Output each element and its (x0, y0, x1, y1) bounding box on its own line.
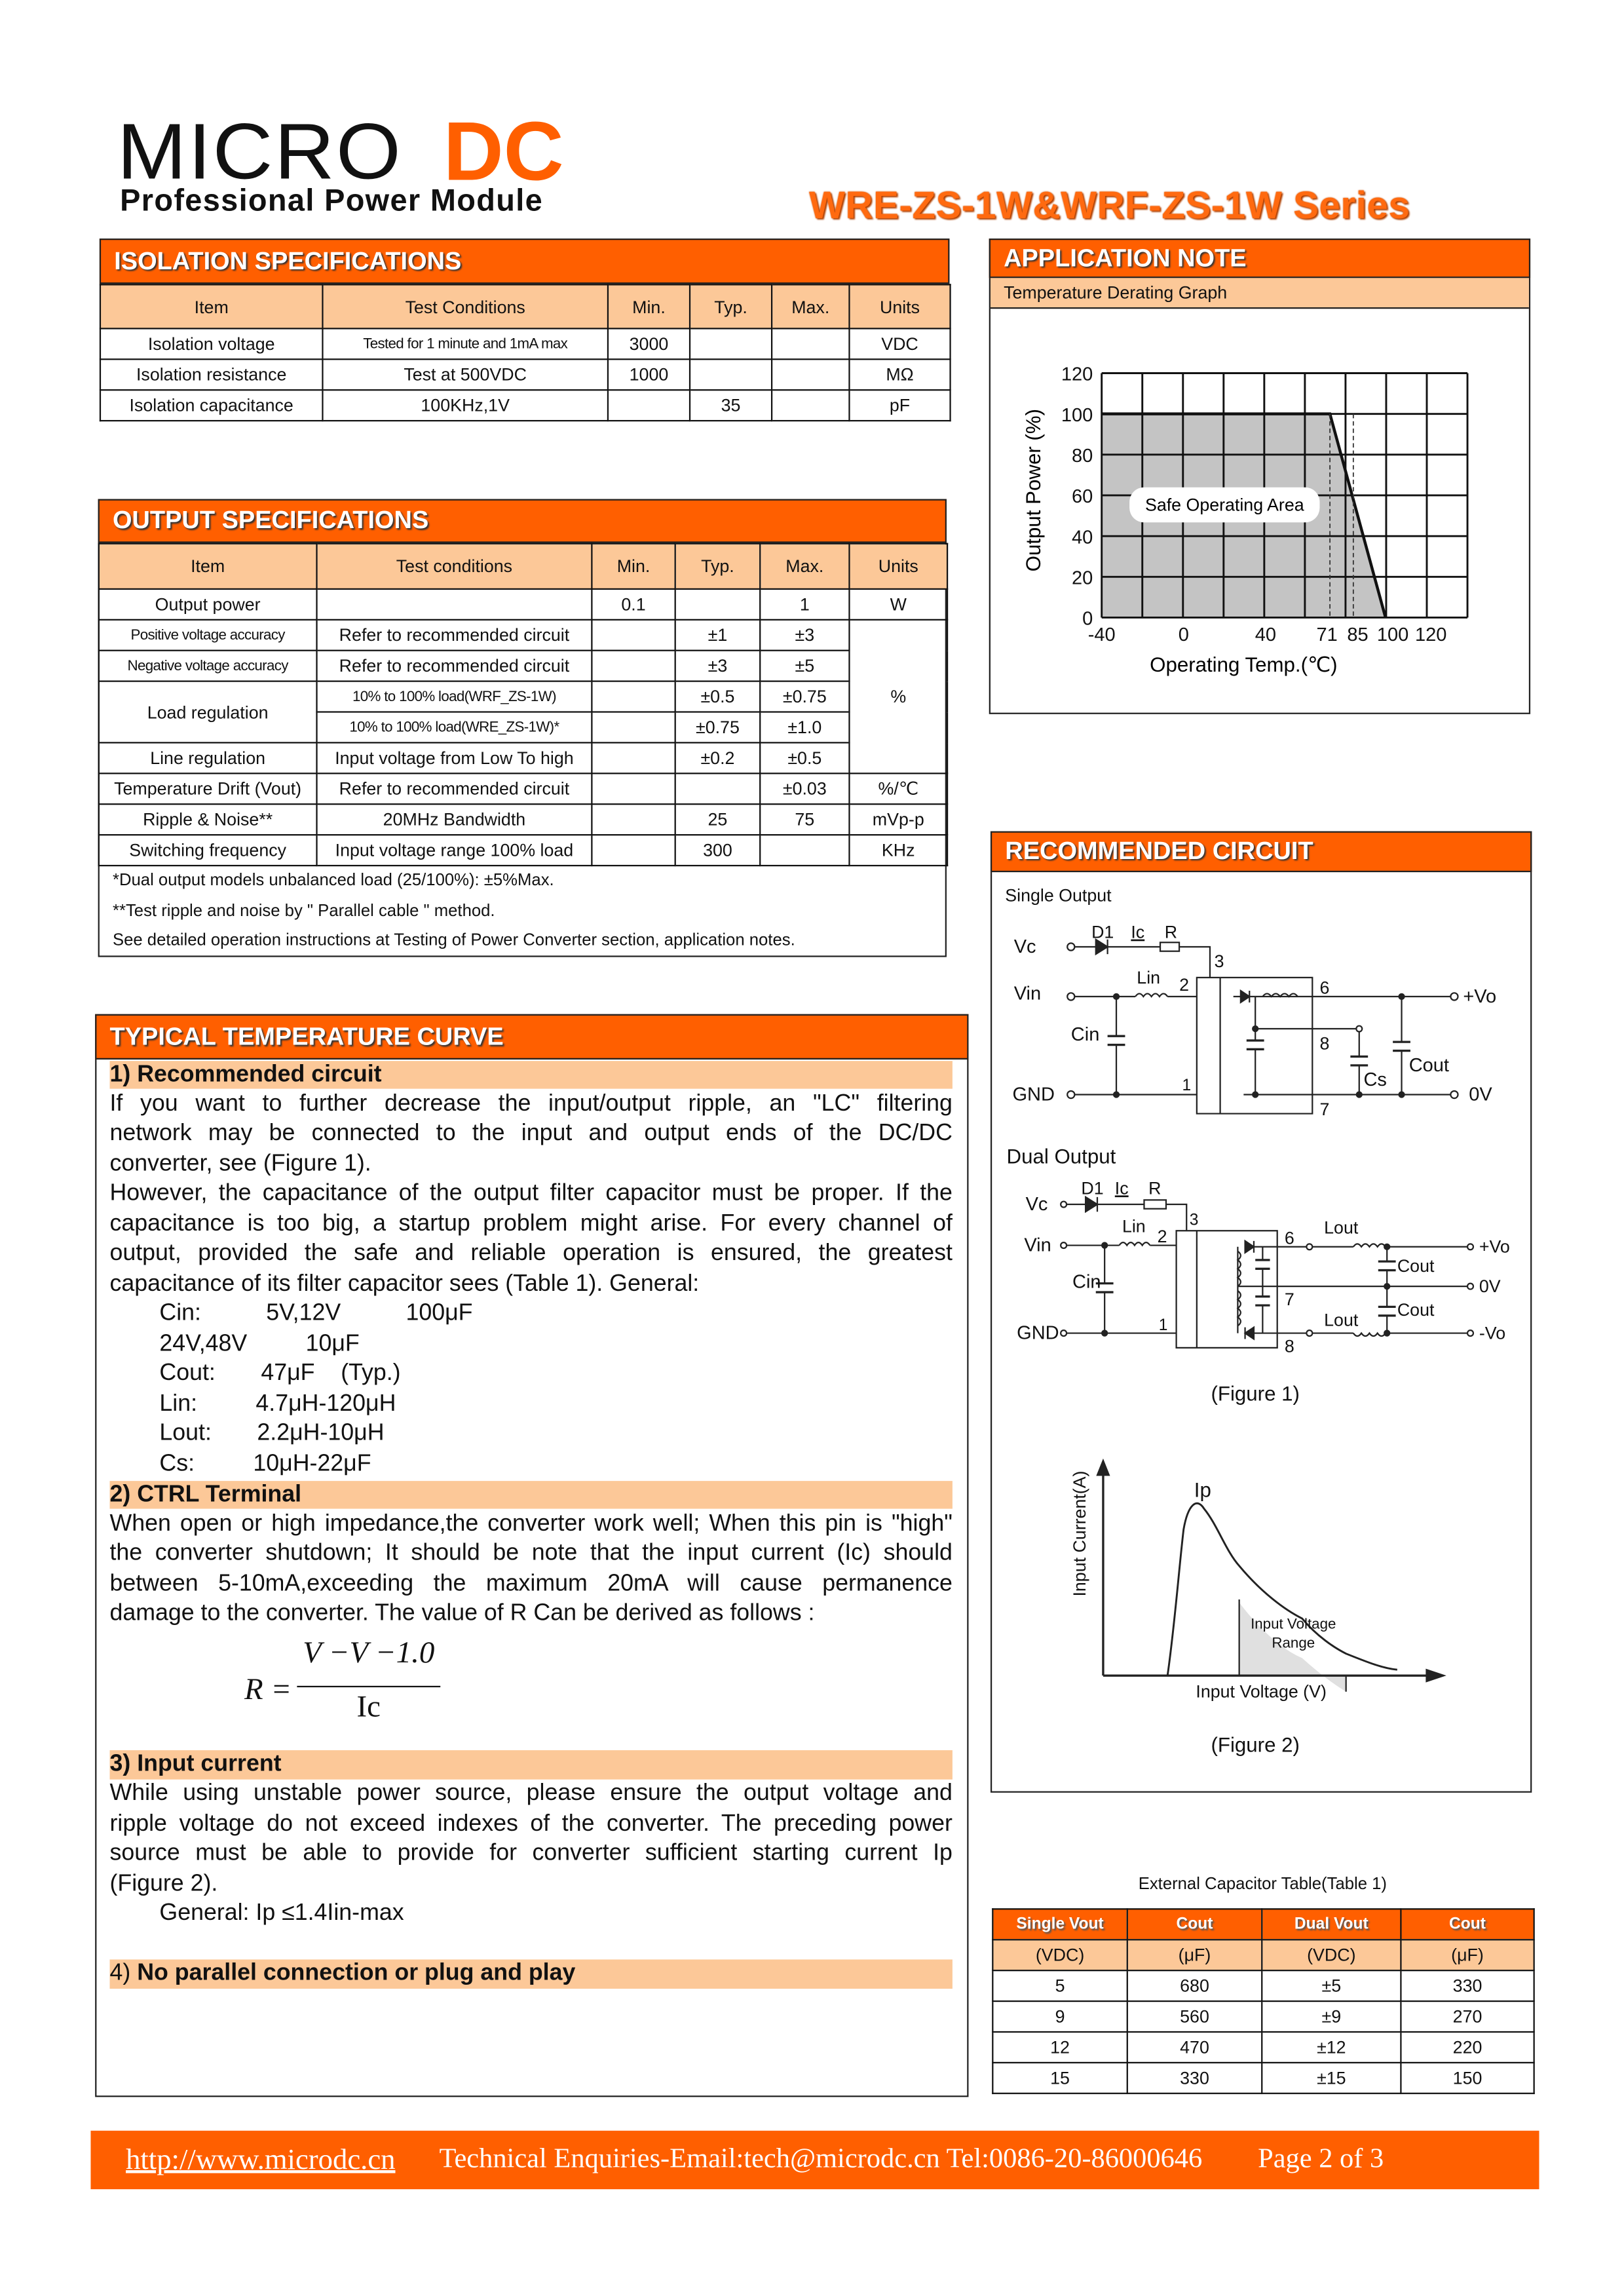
formula-numerator: V −V −1.0 (303, 1634, 435, 1670)
cell: 300 (675, 835, 761, 866)
note: **Test ripple and noise by " Parallel cable " method. (112, 902, 495, 921)
label-gnd: GND (1012, 1084, 1055, 1105)
cell: ±3 (675, 651, 761, 681)
inductor-icon (1353, 1333, 1386, 1336)
cell: ±12 (1262, 2032, 1401, 2063)
label-vin: Vin (1013, 983, 1042, 1004)
cell: 150 (1401, 2063, 1534, 2094)
table-header-row (992, 1909, 1534, 1940)
cell: ±0.2 (675, 742, 761, 773)
x-tick-label: 71 (1316, 624, 1338, 646)
cell: 12 (992, 2032, 1127, 2063)
cell: 330 (1127, 2063, 1262, 2094)
figure-1-caption: (Figure 1) (1211, 1382, 1300, 1406)
col-header: Max. (760, 544, 849, 589)
cell: 270 (1401, 2001, 1534, 2032)
cell: 10% to 100% load(WRF_ZS-1W) (317, 681, 592, 712)
y-tick-label: 0 (1082, 608, 1093, 630)
general-line: 24V,48V 10μF (159, 1331, 360, 1356)
table-row (992, 2001, 1534, 2032)
pin-7: 7 (1319, 1099, 1330, 1119)
col-header: Typ. (690, 284, 772, 328)
text-line: source must be able to provide for converter sufficient starting current Ip (109, 1841, 953, 1866)
cell: Switching frequency (99, 835, 317, 866)
fig2-x-axis-label: Input Voltage (V) (1196, 1681, 1327, 1702)
label-vc: Vc (1025, 1193, 1048, 1215)
pin-1: 1 (1158, 1316, 1168, 1335)
cell: 0.1 (592, 589, 675, 620)
logo-word: MICRO (117, 107, 403, 197)
cell: ±3 (760, 620, 849, 651)
cell: 75 (760, 804, 849, 835)
pin-8: 8 (1284, 1336, 1294, 1356)
col-header: Units (849, 544, 947, 589)
pin-6: 6 (1319, 978, 1330, 998)
label-cout: Cout (1397, 1255, 1435, 1276)
table-row (992, 2032, 1534, 2063)
cap-table-title: External Capacitor Table(Table 1) (1138, 1876, 1387, 1894)
text-line: the converter shutdown; It should be note that the input current (Ic) should (109, 1540, 953, 1566)
figure-2-caption: (Figure 2) (1211, 1733, 1300, 1757)
label-0v: 0V (1469, 1084, 1492, 1105)
col-header: Dual Vout (1262, 1909, 1401, 1940)
application-note-title: APPLICATION NOTE (989, 239, 1530, 278)
diode-icon (1245, 1241, 1254, 1339)
text-line: damage to the converter. The value of R Can be derived as follows : (109, 1601, 815, 1626)
label-lout: Lout (1324, 1310, 1359, 1330)
cell: 9 (992, 2001, 1127, 2032)
cell: 3000 (608, 328, 690, 359)
cell: W (849, 589, 947, 620)
x-tick-label: 0 (1178, 624, 1189, 646)
single-output-label: Single Output (1005, 885, 1112, 906)
cell: ±9 (1262, 2001, 1401, 2032)
cell: 25 (675, 804, 761, 835)
cell: 1000 (608, 359, 690, 390)
label-0v: 0V (1479, 1276, 1501, 1297)
cell-percent-unit: % (849, 620, 947, 773)
capacitor-icons (1108, 1036, 1410, 1065)
y-axis-label: Output Power (%) (1021, 408, 1045, 572)
y-tick-label: 80 (1072, 445, 1093, 467)
cell: Refer to recommended circuit (317, 651, 592, 681)
text-line: converter, see (Figure 1). (109, 1151, 371, 1176)
col-header: Max. (772, 284, 849, 328)
cell: Load regulation (99, 681, 317, 743)
label-d1: D1 (1091, 922, 1114, 942)
cell: Input voltage from Low To high (317, 742, 592, 773)
cell: 560 (1127, 2001, 1262, 2032)
col-header: Cout (1127, 1909, 1262, 1940)
cell: Isolation voltage (100, 328, 322, 359)
note: See detailed operation instructions at Testing of Power Converter section, application notes. (112, 932, 795, 951)
series-title: WRE-ZS-1W&WRF-ZS-1W Series (809, 183, 1410, 227)
unit-cell: (VDC) (1262, 1940, 1401, 1970)
label-cin: Cin (1070, 1024, 1100, 1045)
label-vin: Vin (1024, 1234, 1051, 1256)
x-tick-label: -40 (1087, 624, 1116, 646)
y-tick-label: 60 (1072, 486, 1093, 508)
website-link[interactable]: http://www.microdc.cn (126, 2143, 396, 2175)
text-line: network may be connected to the input and output ends of the DC/DC (109, 1120, 953, 1146)
text-line: (Figure 2). (109, 1871, 218, 1896)
y-tick-label: 40 (1072, 527, 1093, 548)
label-plus-vo: +Vo (1463, 985, 1497, 1007)
cell: Refer to recommended circuit (317, 773, 592, 804)
pin-8: 8 (1319, 1033, 1330, 1054)
label-lin: Lin (1122, 1216, 1146, 1236)
col-header: Test conditions (317, 544, 592, 589)
recommended-circuit-title: RECOMMENDED CIRCUIT (991, 832, 1532, 873)
cell: ±0.5 (675, 681, 761, 712)
unit-cell: (μF) (1127, 1940, 1262, 1970)
col-header: Test Conditions (322, 284, 607, 328)
pin-1: 1 (1182, 1076, 1192, 1094)
cell: ±5 (760, 651, 849, 681)
label-d1: D1 (1081, 1178, 1104, 1198)
cell: Line regulation (99, 742, 317, 773)
subheading-ctrl-terminal: 2) CTRL Terminal (109, 1480, 952, 1509)
range-label-line1: Input Voltage (1251, 1615, 1336, 1632)
cell: Isolation resistance (100, 359, 322, 390)
logo-tagline: Professional Power Module (120, 184, 544, 218)
general-line: Lout: 2.2μH-10μH (159, 1421, 385, 1446)
peak-current-label: Ip (1194, 1478, 1211, 1502)
text-line: When open or high impedance,the converter work well; When this pin is "high" (109, 1510, 953, 1536)
capacitor-table (992, 1908, 1535, 2094)
cell: Negative voltage accuracy (99, 651, 317, 681)
text-line: While using unstable power source, please ensure the output voltage and (109, 1780, 953, 1806)
cell: Positive voltage accuracy (99, 620, 317, 651)
subheading-number: 4) (109, 1961, 131, 1986)
cell: ±0.5 (760, 742, 849, 773)
cell: mVp-p (849, 804, 947, 835)
cell: ±1 (675, 620, 761, 651)
pin-2: 2 (1157, 1227, 1167, 1247)
cell: 20MHz Bandwidth (317, 804, 592, 835)
cell: ±5 (1262, 1970, 1401, 2001)
input-current-figure (1070, 1461, 1444, 1756)
cell: %/℃ (849, 773, 947, 804)
temp-curve-title: TYPICAL TEMPERATURE CURVE (95, 1014, 968, 1060)
pin-6: 6 (1284, 1228, 1294, 1248)
label-minus-vo: -Vo (1479, 1323, 1506, 1343)
cell: 10% to 100% load(WRE_ZS-1W)* (317, 712, 592, 743)
general-line: Cin: 5V,12V 100μF (159, 1301, 473, 1326)
cell: 100KHz,1V (322, 390, 607, 421)
cell: Temperature Drift (Vout) (99, 773, 317, 804)
cell: Input voltage range 100% load (317, 835, 592, 866)
y-tick-label: 120 (1061, 364, 1093, 385)
cell: ±0.75 (675, 712, 761, 743)
cell: Tested for 1 minute and 1mA max (322, 328, 607, 359)
cell: 680 (1127, 1970, 1262, 2001)
cell: Ripple & Noise** (99, 804, 317, 835)
cell: 5 (992, 1970, 1127, 2001)
label-plus-vo: +Vo (1479, 1236, 1510, 1257)
x-tick-label: 120 (1414, 624, 1447, 646)
resistor-icon (1160, 942, 1179, 951)
text-line: If you want to further decrease the input/output ripple, an "LC" filtering (109, 1090, 953, 1116)
diode-icon (1086, 1197, 1097, 1212)
note: *Dual output models unbalanced load (25/100%): ±5%Max. (112, 872, 554, 890)
diode-icon (1241, 991, 1249, 1003)
cell: Output power (99, 589, 317, 620)
cell: 15 (992, 2063, 1127, 2094)
cell: ±1.0 (760, 712, 849, 743)
cell: ±15 (1262, 2063, 1401, 2094)
cell: ±0.75 (760, 681, 849, 712)
label-lout: Lout (1324, 1217, 1359, 1238)
pin-7: 7 (1284, 1290, 1294, 1310)
subheading-recommended-circuit: 1) Recommended circuit (109, 1060, 952, 1089)
formula-denominator: Ic (356, 1688, 381, 1723)
table-row (992, 2063, 1534, 2094)
cell: 220 (1401, 2032, 1534, 2063)
cell: 330 (1401, 1970, 1534, 2001)
cell: pF (849, 390, 950, 421)
cell: 470 (1127, 2032, 1262, 2063)
x-tick-label: 40 (1255, 624, 1276, 646)
cell: Isolation capacitance (100, 390, 322, 421)
label-ic: Ic (1131, 922, 1145, 942)
col-header: Typ. (675, 544, 761, 589)
y-tick-label: 20 (1072, 567, 1093, 589)
subheading-label: No parallel connection or plug and play (137, 1961, 576, 1986)
unit-cell: (VDC) (992, 1940, 1127, 1970)
col-header: Single Vout (992, 1909, 1127, 1940)
cell: Test at 500VDC (322, 359, 607, 390)
page-number: Page 2 of 3 (1258, 2143, 1384, 2175)
unit-cell: (μF) (1401, 1940, 1534, 1970)
cell: ±0.03 (760, 773, 849, 804)
col-header: Min. (608, 284, 690, 328)
inductor-icon (1119, 1242, 1150, 1245)
cell: Refer to recommended circuit (317, 620, 592, 651)
general-line: General: Ip ≤1.4Iin-max (159, 1901, 404, 1926)
text-line: between 5-10mA,exceeding the maximum 20mA will cause permanence (109, 1571, 953, 1596)
label-gnd: GND (1017, 1322, 1059, 1344)
dual-output-schematic (1007, 1145, 1510, 1405)
dual-output-label: Dual Output (1006, 1145, 1116, 1168)
col-header: Item (99, 544, 317, 589)
cell: 35 (690, 390, 772, 421)
label-cs: Cs (1363, 1069, 1387, 1091)
x-axis-label: Operating Temp.(℃) (1150, 653, 1338, 677)
text-line: ripple voltage do not exceed indexes of the converter. The preceding power (109, 1810, 953, 1836)
units-row (992, 1940, 1534, 1970)
contact-info: Technical Enquiries-Email:tech@microdc.cn Tel:0086-20-86000646 (439, 2143, 1203, 2175)
col-header: Units (849, 284, 950, 328)
pin-2: 2 (1179, 974, 1189, 995)
text-line: However, the capacitance of the output filter capacitor must be proper. If the (109, 1181, 953, 1206)
label-r: R (1164, 922, 1178, 942)
cell: MΩ (849, 359, 950, 390)
label-cout: Cout (1408, 1054, 1449, 1076)
cell: KHz (849, 835, 947, 866)
resistor-icon (1144, 1200, 1165, 1208)
fig2-y-axis-label: Input Current(A) (1070, 1470, 1090, 1597)
pin-3: 3 (1214, 951, 1224, 972)
range-label-line2: Range (1272, 1634, 1315, 1651)
text-line: capacitance is too big, a startup problem might arise. For every channel of (109, 1211, 953, 1236)
general-line: Lin: 4.7μH-120μH (159, 1390, 396, 1416)
col-header: Item (100, 284, 322, 328)
x-tick-label: 85 (1347, 624, 1369, 646)
col-header: Min. (592, 544, 675, 589)
table-row (992, 1970, 1534, 2001)
general-line: Cout: 47μF (Typ.) (159, 1360, 401, 1386)
subheading-input-current: 3) Input current (109, 1750, 952, 1779)
label-ic: Ic (1114, 1178, 1129, 1198)
general-line: Cs: 10μH-22μF (159, 1451, 371, 1476)
logo-accent: DC (443, 105, 564, 199)
formula-lhs: R = (244, 1670, 292, 1706)
cell: VDC (849, 328, 950, 359)
text-line: capacitance of its filter capacitor sees (Table 1). General: (109, 1271, 700, 1296)
output-title: OUTPUT SPECIFICATIONS (98, 499, 947, 543)
inductor-icon (1135, 993, 1167, 996)
y-tick-label: 100 (1061, 404, 1093, 426)
label-cin: Cin (1072, 1271, 1101, 1293)
label-r: R (1148, 1178, 1161, 1198)
pin-3: 3 (1189, 1211, 1199, 1229)
label-vc: Vc (1013, 936, 1036, 957)
safe-area-label: Safe Operating Area (1144, 495, 1304, 515)
label-cout: Cout (1397, 1299, 1435, 1320)
footer-bar (90, 2131, 1539, 2189)
derating-subtitle: Temperature Derating Graph (991, 278, 1529, 309)
single-output-schematic (1012, 923, 1496, 1119)
col-header: Cout (1401, 1909, 1534, 1940)
capacitor-icons (1096, 1260, 1396, 1316)
text-line: output, provided the safe and reliable operation is ensured, the greatest (109, 1240, 953, 1266)
x-tick-label: 100 (1376, 624, 1409, 646)
label-lin: Lin (1137, 967, 1161, 987)
inductor-icon (1353, 1244, 1386, 1246)
isolation-title: ISOLATION SPECIFICATIONS (100, 239, 950, 284)
cell: 1 (760, 589, 849, 620)
